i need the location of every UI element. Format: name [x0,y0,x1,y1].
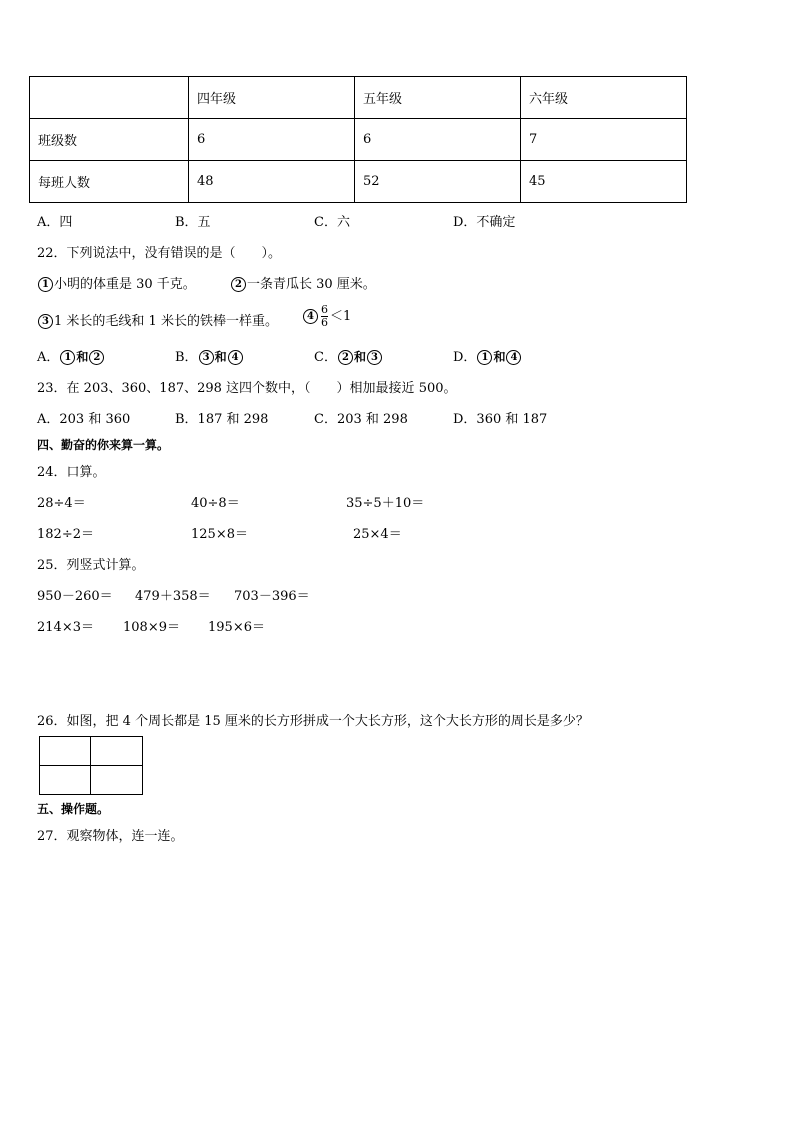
q22-statement-1 [37,273,196,292]
q24-stem: 24．口算。 [37,465,106,480]
and-text: 和 [76,350,89,364]
q23-stem: 23．在 203、360、187、298 这四个数中，（ ）相加最接近 500。 [37,381,457,396]
option-label: D． [453,350,477,365]
q23-option-d[interactable]: D．360 和 187 [453,412,548,427]
q22-statement-4 [302,304,351,329]
and-text: 和 [214,350,227,364]
q27-stem: 27．观察物体，连一连。 [37,829,184,844]
q24-item: 28÷4＝ [37,496,86,511]
q22-stem: 22．下列说法中，没有错误的是（ ）。 [37,246,282,261]
q22-option-c[interactable] [314,346,383,365]
circled-number-1: 1 [38,277,53,292]
four-rectangles-figure [39,736,143,795]
q25-item: 479＋358＝ [135,589,211,604]
table-cell: 每班人数 [30,161,189,203]
table-header-cell: 五年级 [355,77,521,119]
q21-option-d[interactable]: D．不确定 [453,215,516,230]
table-header-cell: 六年级 [521,77,687,119]
circled-number-2: 2 [231,277,246,292]
q26-stem: 26．如图，把 4 个周长都是 15 厘米的长方形拼成一个大长方形，这个大长方形的周长是多少？ [37,714,589,729]
circled-number-3: 3 [367,350,382,365]
fraction [321,304,328,329]
circled-number-4: 4 [506,350,521,365]
fraction-numerator: 6 [321,303,328,316]
q21-option-b[interactable]: B．五 [175,215,211,230]
q25-item: 108×9＝ [123,620,180,635]
statement-text: 小明的体重是 30 千克。 [54,277,196,292]
circled-number-3: 3 [199,350,214,365]
statement-text: ＜1 [330,309,352,324]
q25-stem: 25．列竖式计算。 [37,558,145,573]
statement-text: 一条青瓜长 30 厘米。 [247,277,376,292]
q22-option-d[interactable] [453,346,522,365]
table-cell: 6 [189,119,355,161]
circled-number-1: 1 [60,350,75,365]
q24-item: 40÷8＝ [191,496,240,511]
q24-item: 182÷2＝ [37,527,94,542]
option-label: A． [37,350,60,365]
circled-number-2: 2 [338,350,353,365]
circled-number-4: 4 [303,309,318,324]
figure-horizontal-divider [40,765,142,766]
class-size-table [29,76,687,203]
q25-item: 195×6＝ [208,620,265,635]
q21-option-c[interactable]: C．六 [314,215,350,230]
statement-text: 1 米长的毛线和 1 米长的铁棒一样重。 [54,314,278,329]
q25-item: 950－260＝ [37,589,113,604]
fraction-denominator: 6 [321,316,328,329]
table-row [30,161,687,203]
and-text: 和 [493,350,506,364]
table-cell: 6 [355,119,521,161]
q22-statement-2 [230,273,376,292]
option-label: B． [175,350,198,365]
table-cell: 45 [521,161,687,203]
circled-number-3: 3 [38,314,53,329]
q23-option-c[interactable]: C．203 和 298 [314,412,408,427]
table-cell: 52 [355,161,521,203]
table-header-cell: 四年级 [189,77,355,119]
q24-item: 35÷5＋10＝ [346,496,425,511]
table-header-cell [30,77,189,119]
q22-option-a[interactable] [37,346,105,365]
q22-statement-3 [37,310,278,329]
circled-number-2: 2 [89,350,104,365]
section-5-heading: 五、操作题。 [37,802,110,816]
q25-item: 214×3＝ [37,620,94,635]
q23-option-b[interactable]: B．187 和 298 [175,412,269,427]
option-label: C． [314,350,337,365]
section-4-heading: 四、勤奋的你来算一算。 [37,438,170,452]
q24-item: 25×4＝ [353,527,402,542]
and-text: 和 [353,350,366,364]
table-cell: 7 [521,119,687,161]
table-header-row [30,77,687,119]
q23-option-a[interactable]: A．203 和 360 [37,412,131,427]
circled-number-4: 4 [228,350,243,365]
table-cell: 48 [189,161,355,203]
q22-option-b[interactable] [175,346,244,365]
q25-item: 703－396＝ [234,589,310,604]
circled-number-1: 1 [477,350,492,365]
table-cell: 班级数 [30,119,189,161]
table-row [30,119,687,161]
q24-item: 125×8＝ [191,527,248,542]
q21-option-a[interactable]: A．四 [37,215,73,230]
